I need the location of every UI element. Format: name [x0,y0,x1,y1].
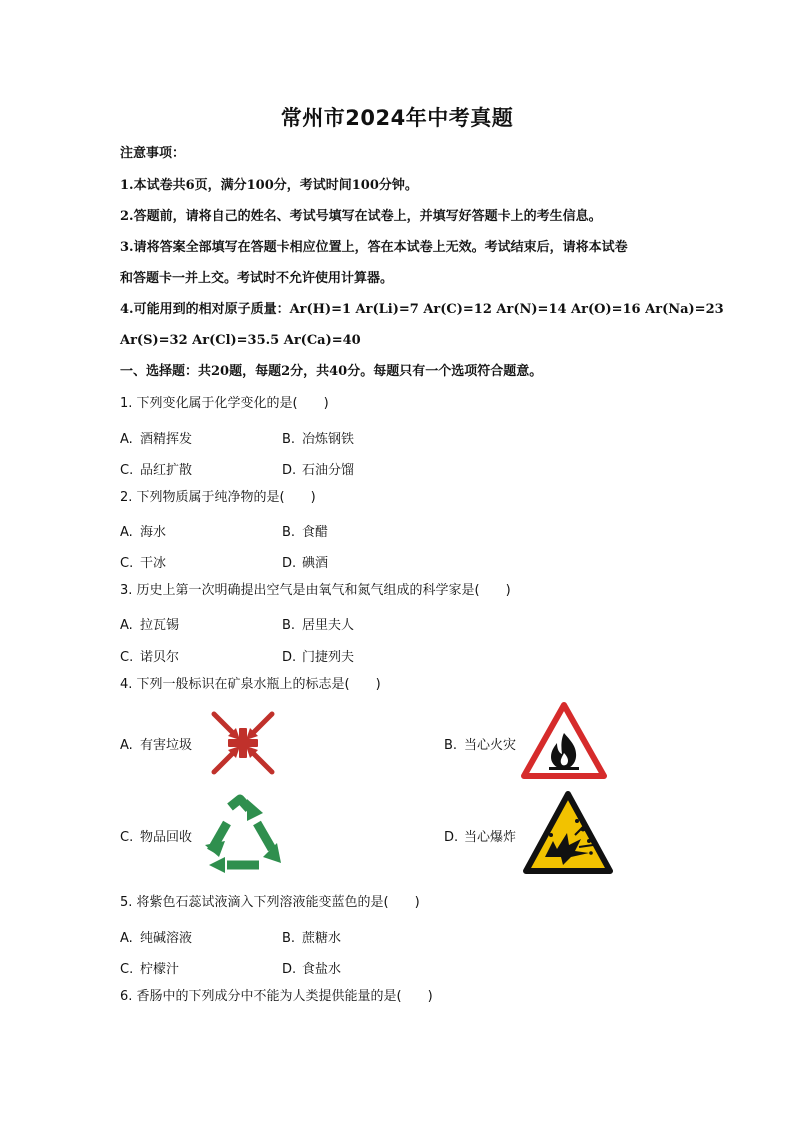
recycle-icon [197,793,287,877]
question-stem: 4. 下列一般标识在矿泉水瓶上的标志是( ) [120,677,381,692]
option-a: A. 拉瓦锡 [120,618,180,633]
option-c: C. 诺贝尔 [120,650,180,665]
question-stem: 2. 下列物质属于纯净物的是( ) [120,490,316,505]
notice-heading: 注意事项： [120,146,186,161]
option-d: D. 当心爆炸 [444,830,517,845]
option-c: C. 柠檬汁 [120,962,180,977]
option-a: A. 纯碱溶液 [120,931,193,946]
notice-item: 1.本试卷共6页，满分100分，考试时间100分钟。 [120,178,418,193]
option-c: C. 品红扩散 [120,463,193,478]
option-b: B. 冶炼钢铁 [282,432,355,447]
option-d: D. 石油分馏 [282,463,355,478]
notice-item: Ar(S)=32 Ar(Cl)=35.5 Ar(Ca)=40 [120,333,361,348]
section-heading: 一、选择题：共20题，每题2分，共40分。每题只有一个选项符合题意。 [120,364,543,379]
explosion-warning-icon [523,791,613,879]
fire-warning-icon [521,701,607,783]
option-d: D. 食盐水 [282,962,342,977]
option-d: D. 碘酒 [282,556,329,571]
question-stem: 5. 将紫色石蕊试液滴入下列溶液能变蓝色的是( ) [120,895,420,910]
option-a: A. 有害垃圾 [120,738,193,753]
question-stem: 1. 下列变化属于化学变化的是( ) [120,396,329,411]
option-b: B. 食醋 [282,525,329,540]
option-b: B. 当心火灾 [444,738,517,753]
option-b: B. 蔗糖水 [282,931,342,946]
option-b: B. 居里夫人 [282,618,355,633]
notice-item: 4.可能用到的相对原子质量：Ar(H)=1 Ar(Li)=7 Ar(C)=12 Ar(N)=14 Ar(O)=16 Ar(Na)=23 [120,302,724,317]
notice-item: 3.请将答案全部填写在答题卡相应位置上，答在本试卷上无效。考试结束后，请将本试卷 [120,240,628,255]
option-a: A. 海水 [120,525,167,540]
option-c: C. 干冰 [120,556,167,571]
option-a: A. 酒精挥发 [120,432,193,447]
page-title: 常州市2024年中考真题 [280,106,514,130]
question-stem: 3. 历史上第一次明确提出空气是由氧气和氮气组成的科学家是( ) [120,583,511,598]
harmful-waste-icon [210,710,276,780]
question-stem: 6. 香肠中的下列成分中不能为人类提供能量的是( ) [120,989,433,1004]
notice-item: 和答题卡一并上交。考试时不允许使用计算器。 [120,271,394,286]
option-d: D. 门捷列夫 [282,650,355,665]
option-c: C. 物品回收 [120,830,193,845]
notice-item: 2.答题前，请将自己的姓名、考试号填写在试卷上，并填写好答题卡上的考生信息。 [120,209,602,224]
